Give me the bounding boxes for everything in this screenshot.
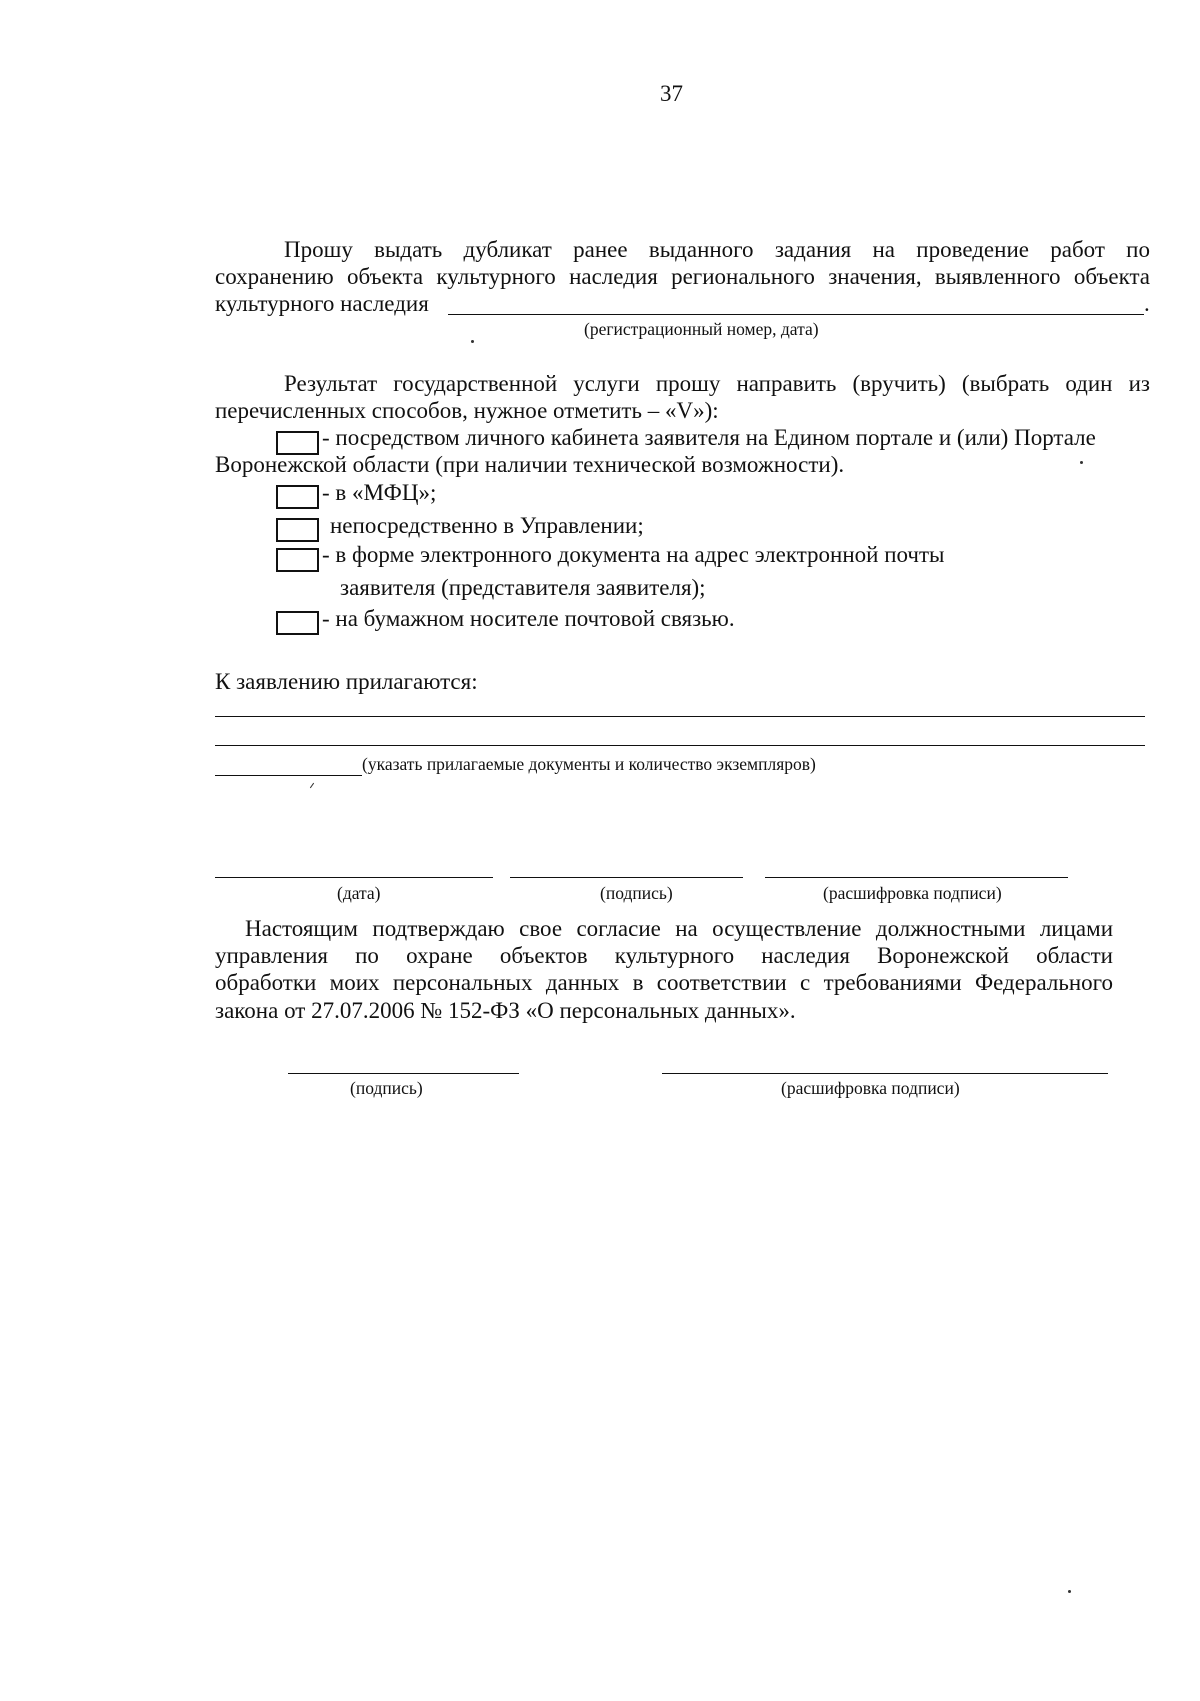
transcript-line	[765, 877, 1068, 878]
request-line-1: Прошу выдать дубликат ранее выданного задания на проведение работ по	[284, 237, 1150, 262]
option-directorate-checkbox[interactable]	[276, 518, 319, 542]
option-directorate-label: непосредственно в Управлении;	[330, 513, 644, 538]
scan-speck	[310, 783, 314, 788]
request-line-2: сохранению объекта культурного наследия регионального значения, выявленного объекта	[215, 264, 1150, 289]
attachments-line-1	[215, 716, 1145, 717]
page-number: 37	[660, 81, 683, 106]
registration-caption: (регистрационный номер, дата)	[584, 319, 819, 339]
request-end-mark: .	[1144, 291, 1150, 316]
option-mail-checkbox[interactable]	[276, 611, 319, 635]
request-line-3: культурного наследия	[215, 291, 429, 316]
result-line-2: перечисленных способов, нужное отметить – «V»):	[215, 398, 719, 423]
result-line-1: Результат государственной услуги прошу направить (вручить) (выбрать один из	[284, 371, 1150, 396]
consent-transcript-line	[662, 1073, 1108, 1074]
consent-line-1: Настоящим подтверждаю свое согласие на осуществление должностными лицами	[245, 916, 1113, 941]
date-line	[215, 877, 493, 878]
signature-line	[510, 877, 743, 878]
attachments-line-2	[215, 745, 1145, 746]
option-mfc-label: - в «МФЦ»;	[322, 480, 437, 505]
option-mfc-checkbox[interactable]	[276, 485, 319, 509]
consent-transcript-caption: (расшифровка подписи)	[781, 1078, 960, 1098]
attachments-caption: (указать прилагаемые документы и количество экземпляров)	[362, 754, 816, 774]
date-caption: (дата)	[337, 883, 381, 903]
option-portal-label-1: - посредством личного кабинета заявителя на Едином портале и (или) Портале	[322, 425, 1096, 450]
option-email-label-2: заявителя (представителя заявителя);	[340, 575, 706, 600]
transcript-caption: (расшифровка подписи)	[823, 883, 1002, 903]
consent-signature-line	[288, 1073, 519, 1074]
attachments-line-3	[215, 775, 362, 776]
scan-speck	[471, 340, 474, 343]
signature-caption: (подпись)	[600, 883, 673, 903]
option-portal-label-2: Воронежской области (при наличии технической возможности).	[215, 452, 845, 477]
scan-speck	[1080, 461, 1083, 464]
consent-line-3: обработки моих персональных данных в соответствии с требованиями Федерального	[215, 970, 1113, 995]
consent-line-2: управления по охране объектов культурного наследия Воронежской области	[215, 943, 1113, 968]
option-email-label-1: - в форме электронного документа на адрес электронной почты	[322, 542, 945, 567]
option-mail-label: - на бумажном носителе почтовой связью.	[322, 606, 735, 631]
consent-signature-caption: (подпись)	[350, 1078, 423, 1098]
option-email-checkbox[interactable]	[276, 548, 319, 572]
consent-line-4: закона от 27.07.2006 № 152-ФЗ «О персональных данных».	[215, 998, 796, 1023]
attachments-heading: К заявлению прилагаются:	[215, 669, 478, 694]
scan-speck	[1068, 1590, 1071, 1593]
registration-number-line	[448, 314, 1144, 315]
